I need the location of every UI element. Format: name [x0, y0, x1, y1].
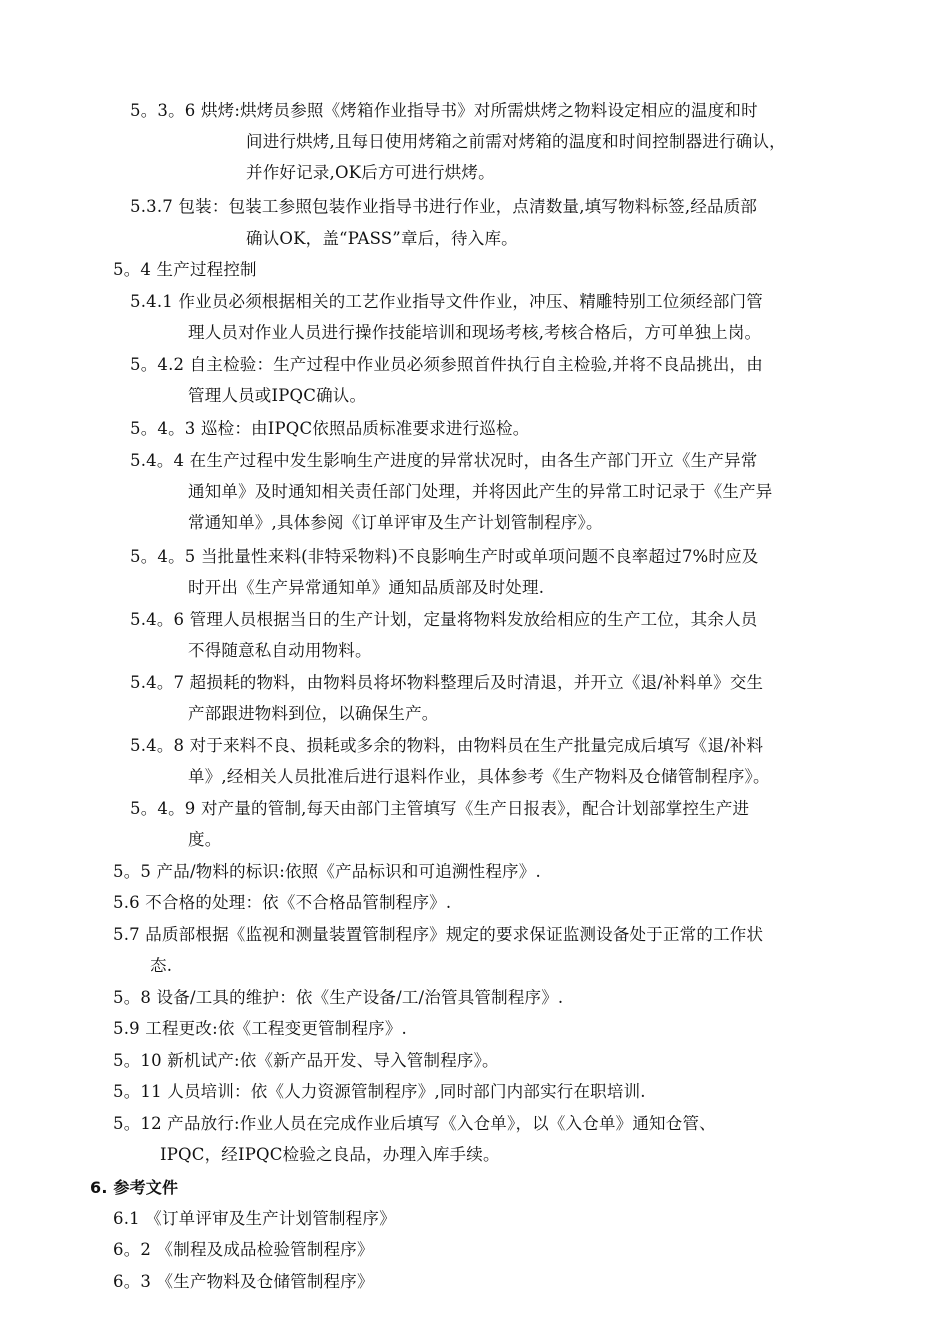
text-line: 常通知单》,具体参阅《订单评审及生产计划管制程序》。	[188, 513, 603, 532]
text-line: 5。3。6 烘烤:烘烤员参照《烤箱作业指导书》对所需烘烤之物料设定相应的温度和时	[130, 101, 758, 120]
text-line: 态.	[150, 956, 173, 975]
reference-item: 6。3 《生产物料及仓储管制程序》	[113, 1272, 374, 1291]
text-line: 5.9 工程更改:依《工程变更管制程序》.	[113, 1019, 407, 1038]
text-line: 5。11 人员培训：依《人力资源管制程序》,同时部门内部实行在职培训.	[113, 1082, 646, 1101]
text-line: 确认OK，盖“PASS”章后，待入库。	[246, 229, 518, 248]
text-line: 5.4。7 超损耗的物料，由物料员将坏物料整理后及时清退，并开立《退/补料单》交生	[130, 673, 764, 692]
text-line: 时开出《生产异常通知单》通知品质部及时处理.	[188, 578, 545, 597]
text-line: 单》,经相关人员批准后进行退料作业，具体参考《生产物料及仓储管制程序》。	[188, 767, 770, 786]
text-line: 产部跟进物料到位，以确保生产。	[188, 704, 439, 723]
text-line: 5.4。8 对于来料不良、损耗或多余的物料，由物料员在生产批量完成后填写《退/补料	[130, 736, 764, 755]
text-line: 不得随意私自动用物料。	[188, 641, 372, 660]
text-line: 5。8 设备/工具的维护：依《生产设备/工/治管具管制程序》.	[113, 988, 564, 1007]
text-line: 5。4。9 对产量的管制,每天由部门主管填写《生产日报表》，配合计划部掌控生产进	[130, 799, 750, 818]
text-line: 5。10 新机试产:依《新产品开发、导入管制程序》。	[113, 1051, 499, 1070]
text-line: 5。4.2 自主检验：生产过程中作业员必须参照首件执行自主检验,并将不良品挑出，由	[130, 355, 763, 374]
text-line: 通知单》及时通知相关责任部门处理，并将因此产生的异常工时记录于《生产异	[188, 482, 773, 501]
text-line: 5.3.7 包装：包装工参照包装作业指导书进行作业，点清数量,填写物料标签,经品质部	[130, 197, 758, 216]
text-line: 5.6 不合格的处理：依《不合格品管制程序》.	[113, 893, 452, 912]
text-line: 5。4。5 当批量性来料(非特采物料)不良影响生产时或单项问题不良率超过7%时应及	[130, 547, 759, 566]
text-line: 5.4。6 管理人员根据当日的生产计划，定量将物料发放给相应的生产工位，其余人员	[130, 610, 758, 629]
text-line: 理人员对作业人员进行操作技能培训和现场考核,考核合格后，方可单独上岗。	[188, 323, 762, 342]
text-line: 5。4。3 巡检：由IPQC依照品质标准要求进行巡检。	[130, 419, 530, 438]
text-line: IPQC，经IPQC检验之良品，办理入库手续。	[160, 1145, 500, 1164]
text-line: 管理人员或IPQC确认。	[188, 386, 367, 405]
text-line: 5。5 产品/物料的标识:依照《产品标识和可追溯性程序》.	[113, 862, 541, 881]
reference-item: 6.1 《订单评审及生产计划管制程序》	[113, 1209, 396, 1228]
text-line: 5.7 品质部根据《监视和测量装置管制程序》规定的要求保证监测设备处于正常的工作状	[113, 925, 764, 944]
text-line: 5.4。4 在生产过程中发生影响生产进度的异常状况时，由各生产部门开立《生产异常	[130, 451, 758, 470]
text-line: 度。	[188, 830, 222, 849]
section-heading: 5。4 生产过程控制	[113, 260, 257, 279]
text-line: 5。12 产品放行:作业人员在完成作业后填写《入仓单》，以《入仓单》通知仓管、	[113, 1114, 716, 1133]
text-line: 并作好记录,OK后方可进行烘烤。	[246, 163, 495, 182]
text-line: 5.4.1 作业员必须根据相关的工艺作业指导文件作业，冲压、精雕特别工位须经部门管	[130, 292, 763, 311]
reference-item: 6。2 《制程及成品检验管制程序》	[113, 1240, 374, 1259]
section-heading: 6. 参考文件	[90, 1178, 179, 1197]
text-line: 间进行烘烤,且每日使用烤箱之前需对烤箱的温度和时间控制器进行确认，	[246, 132, 786, 151]
